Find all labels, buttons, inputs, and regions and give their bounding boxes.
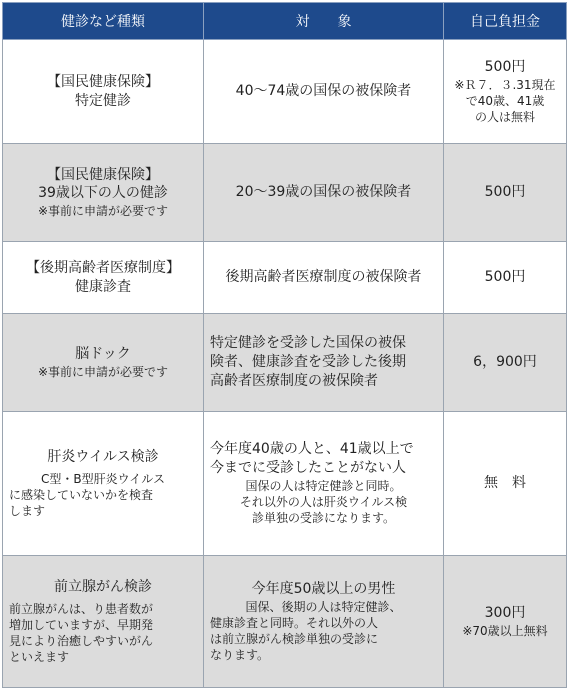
type-desc: します xyxy=(9,504,46,519)
table-row xyxy=(3,314,567,412)
health-checkup-table xyxy=(2,2,567,688)
target-cell xyxy=(204,144,444,242)
table-row xyxy=(3,412,567,556)
fee-note: ※Ｒ７．３.31現在 xyxy=(454,77,556,92)
header-target: 対 象 xyxy=(204,3,444,40)
type-note: ※事前に申請が必要です xyxy=(37,204,169,219)
fee-line: 500円 xyxy=(484,269,526,286)
header-fee: 自己負担金 xyxy=(444,3,567,40)
type-line: 肝炎ウイルス検診 xyxy=(47,448,159,465)
type-desc: C型・B型肝炎ウイルス xyxy=(41,471,165,486)
fee-note: ※70歳以上無料 xyxy=(462,623,548,638)
target-sub: それ以外の人は肝炎ウイルス検 xyxy=(239,495,408,510)
fee-line: 無 料 xyxy=(484,475,526,492)
type-line: 健康診査 xyxy=(75,278,131,295)
fee-cell xyxy=(444,412,567,556)
fee-cell xyxy=(444,144,567,242)
target-line: 特定健診を受診した国保の被保 xyxy=(210,335,406,352)
fee-cell xyxy=(444,314,567,412)
target-sub: 診単独の受診になります。 xyxy=(251,511,396,526)
table-row xyxy=(3,556,567,688)
table-row xyxy=(3,144,567,242)
target-sub: 国保、後期の人は特定健診、 xyxy=(245,599,402,614)
fee-note: の人は無料 xyxy=(474,110,535,125)
fee-line: 500円 xyxy=(484,58,526,75)
table-row xyxy=(3,40,567,144)
target-sub: なります。 xyxy=(210,648,270,663)
table-row xyxy=(3,242,567,314)
type-line: 【国民健康保険】 xyxy=(47,166,159,183)
fee-cell xyxy=(444,242,567,314)
target-cell xyxy=(204,314,444,412)
type-cell xyxy=(3,144,204,242)
target-line: 今年度50歳以上の男性 xyxy=(251,580,396,597)
target-line: 険者、健康診査を受診した後期 xyxy=(210,354,406,371)
type-cell xyxy=(3,556,204,688)
target-cell xyxy=(204,412,444,556)
header-row xyxy=(3,3,567,40)
type-desc: 増加していますが、早期発 xyxy=(9,617,154,632)
target-line: 40〜74歳の国保の被保険者 xyxy=(235,83,412,100)
target-line: 20〜39歳の国保の被保険者 xyxy=(235,184,412,201)
header-type: 健診など種類 xyxy=(3,3,204,40)
type-cell xyxy=(3,412,204,556)
target-sub: 国保の人は特定健診と同時。 xyxy=(245,479,402,494)
fee-line: 500円 xyxy=(484,184,526,201)
type-desc: 前立腺がんは、り患者数が xyxy=(9,601,154,616)
fee-cell xyxy=(444,556,567,688)
type-line: 【後期高齢者医療制度】 xyxy=(26,259,180,276)
type-line: 特定健診 xyxy=(75,92,131,109)
target-cell xyxy=(204,242,444,314)
type-line: 脳ドック xyxy=(75,345,131,362)
type-desc: に感染していないかを検査 xyxy=(9,487,154,502)
fee-line: 300円 xyxy=(484,604,526,621)
type-cell xyxy=(3,314,204,412)
type-line: 前立腺がん検診 xyxy=(54,578,152,595)
type-cell xyxy=(3,242,204,314)
type-line: 【国民健康保険】 xyxy=(47,73,159,90)
type-line: 39歳以下の人の健診 xyxy=(38,185,168,202)
target-line: 今年度40歳の人と、41歳以上で xyxy=(210,441,414,458)
fee-line: 6，900円 xyxy=(473,354,537,371)
type-desc: 見により治癒しやすいがん xyxy=(9,633,154,648)
type-desc: といえます xyxy=(9,650,70,665)
target-sub: は前立腺がん検診単独の受診に xyxy=(210,631,379,646)
target-sub: 健康診査と同時。それ以外の人 xyxy=(210,615,379,630)
fee-note: で40歳、41歳 xyxy=(465,93,545,108)
fee-cell xyxy=(444,40,567,144)
type-note: ※事前に申請が必要です xyxy=(37,364,169,379)
target-cell xyxy=(204,40,444,144)
target-line: 今までに受診したことがない人 xyxy=(210,460,406,477)
target-cell xyxy=(204,556,444,688)
target-line: 高齢者医療制度の被保険者 xyxy=(210,372,378,389)
type-cell xyxy=(3,40,204,144)
target-line: 後期高齢者医療制度の被保険者 xyxy=(225,269,422,286)
